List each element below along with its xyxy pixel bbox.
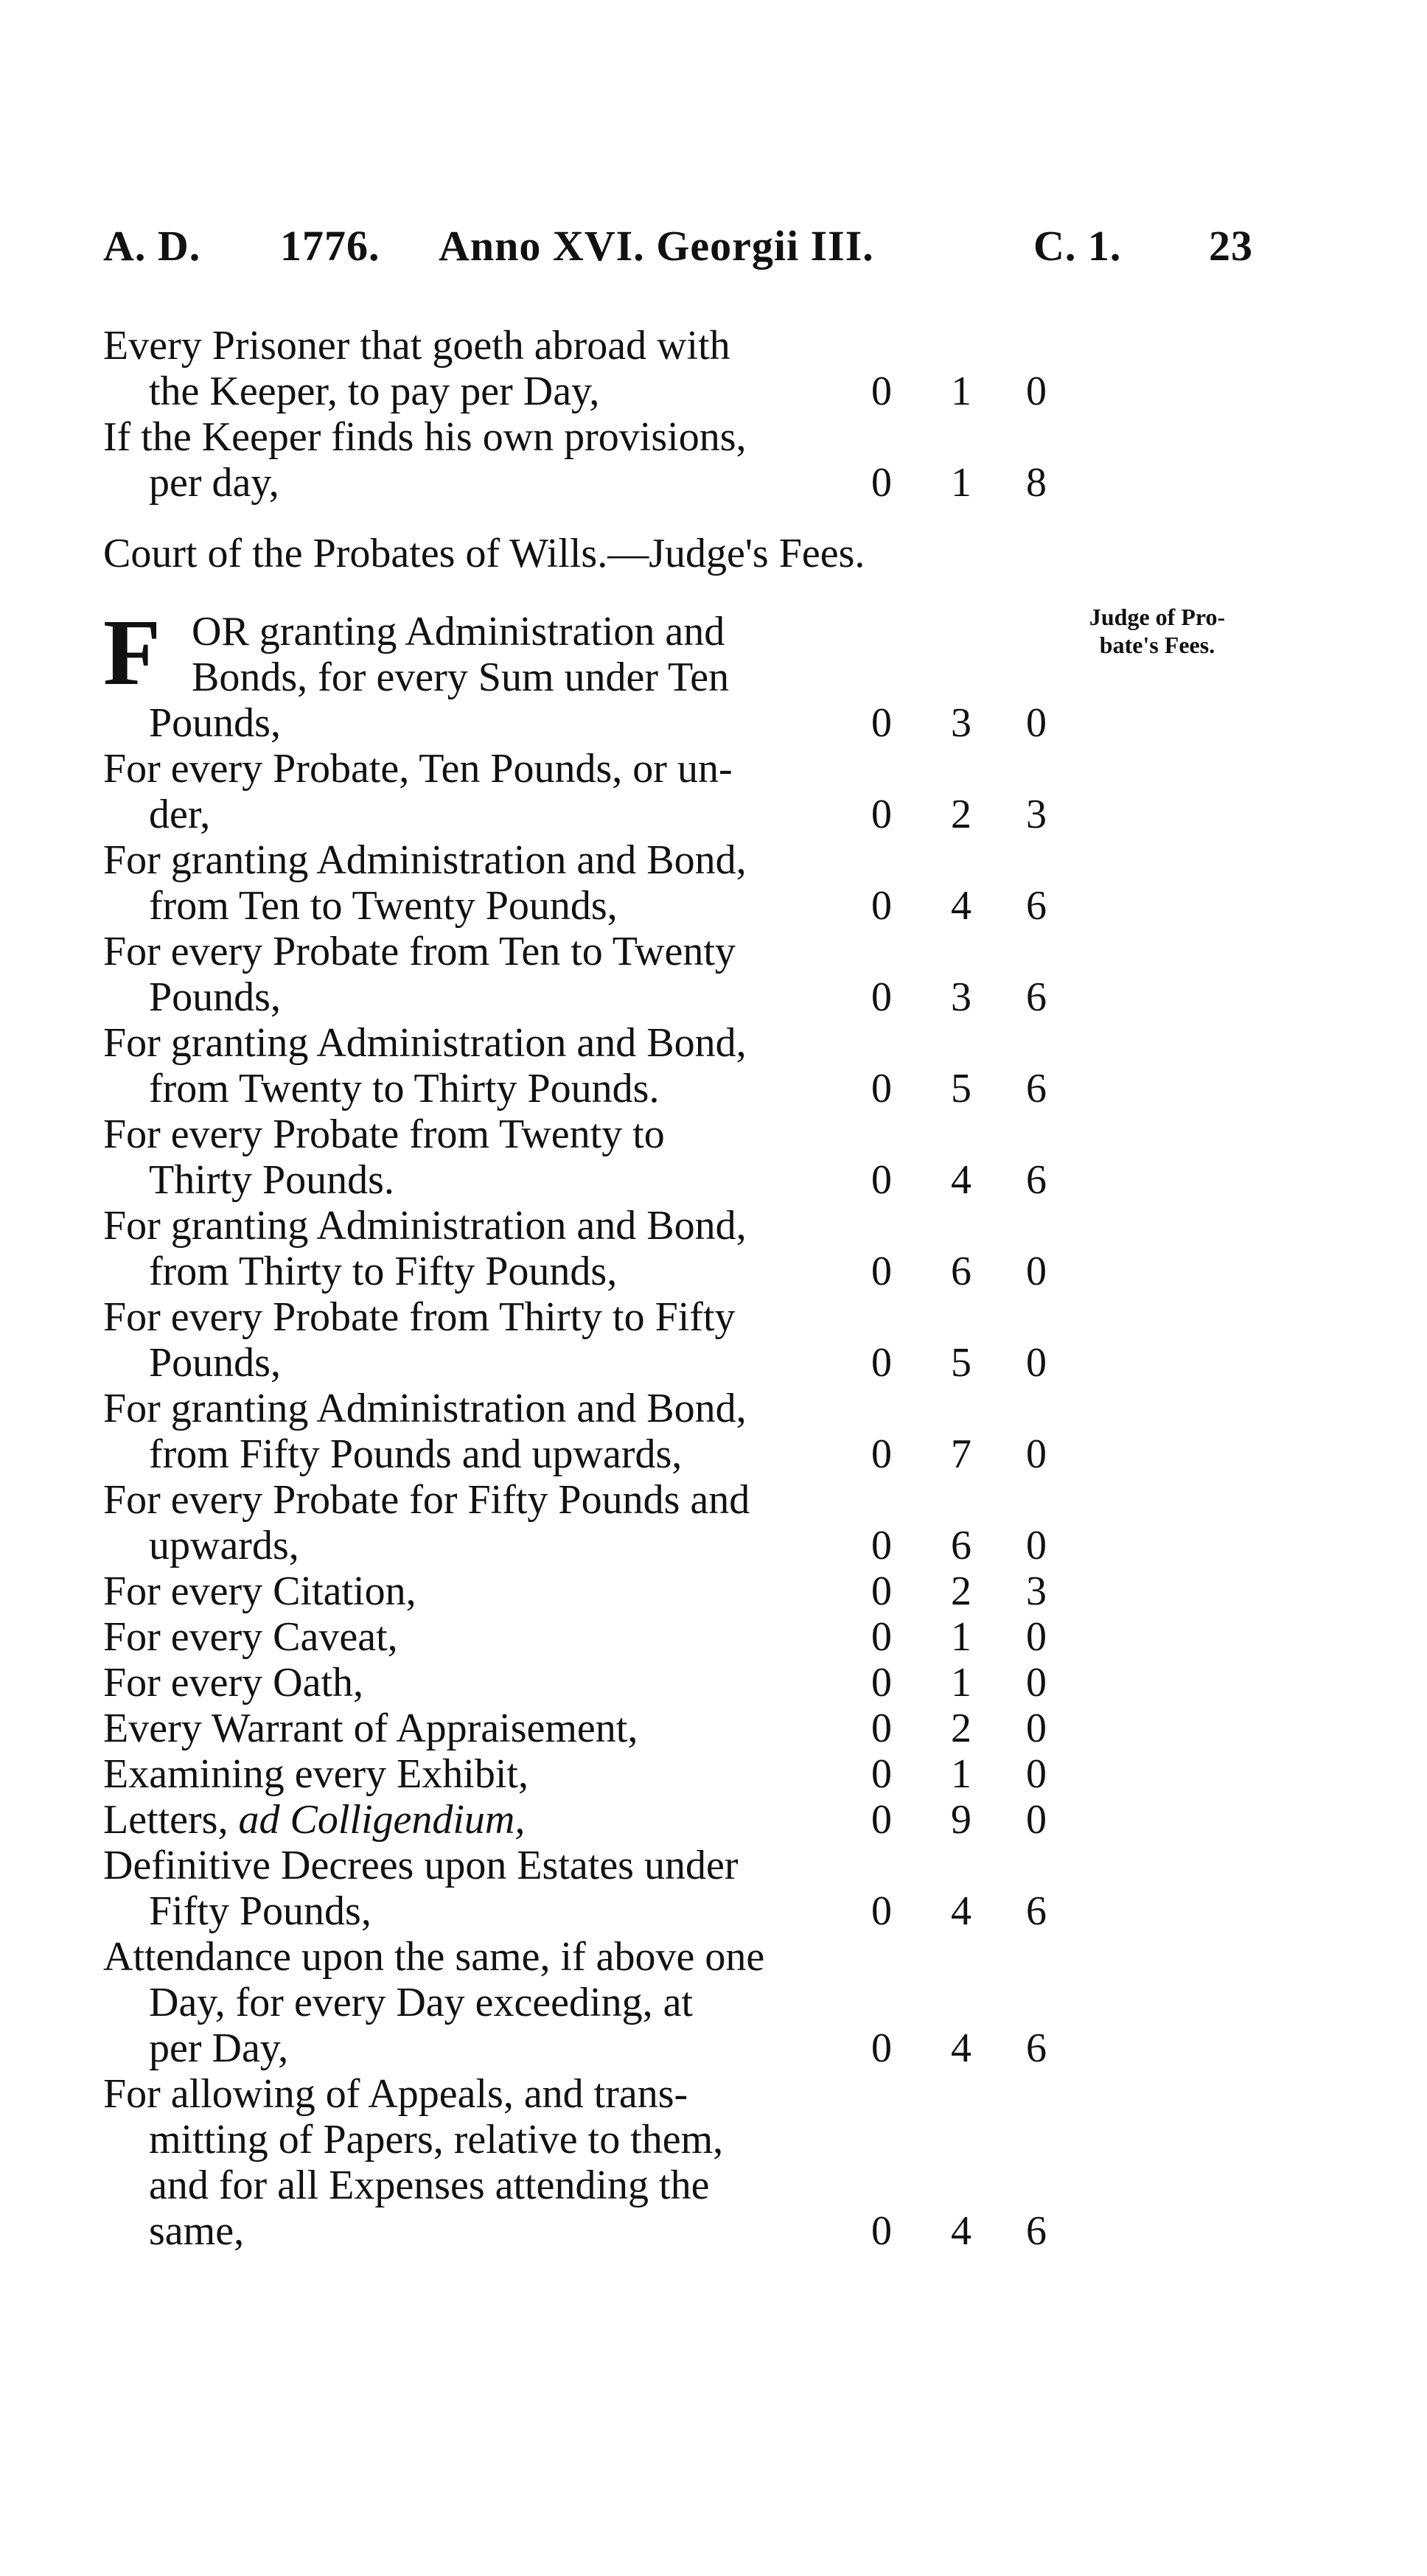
- fee-amount: [859, 1751, 1073, 1797]
- amount-shillings: 5: [951, 1340, 971, 1386]
- amount-shillings: 9: [951, 1797, 971, 1843]
- amount-pence: 0: [1026, 1797, 1047, 1843]
- fee-amount: [859, 2025, 1073, 2071]
- amount-shillings: 3: [951, 974, 971, 1020]
- entry-line: If the Keeper finds his own provisions,: [103, 414, 747, 460]
- amount-pounds: 0: [871, 2025, 892, 2071]
- amount-pence: 0: [1026, 1431, 1047, 1477]
- prison-fee-list: [103, 323, 1061, 506]
- fee-entry: [103, 1111, 1061, 1203]
- entry-line: For every Probate for Fifty Pounds and: [103, 1477, 750, 1523]
- amount-shillings: 2: [951, 1706, 971, 1751]
- amount-pounds: 0: [871, 1340, 892, 1386]
- entry-line: For every Probate from Thirty to Fifty: [103, 1294, 736, 1340]
- entry-line: from Ten to Twenty Pounds,: [149, 883, 618, 929]
- amount-shillings: 1: [951, 1614, 971, 1660]
- fee-entry: [103, 1294, 1061, 1386]
- amount-shillings: 2: [951, 1568, 971, 1614]
- entry-line: upwards,: [149, 1523, 299, 1568]
- fee-amount: [859, 1523, 1073, 1568]
- amount-pence: 8: [1026, 460, 1047, 506]
- entry-line: For granting Administration and Bond,: [103, 1386, 747, 1431]
- amount-pence: 0: [1026, 1614, 1047, 1660]
- entry-line: Pounds,: [149, 700, 281, 746]
- amount-shillings: 4: [951, 1157, 971, 1203]
- entry-line: per Day,: [149, 2025, 289, 2071]
- fee-amount: [859, 2208, 1073, 2254]
- amount-pounds: 0: [871, 792, 892, 837]
- entry-line: the Keeper, to pay per Day,: [149, 369, 600, 414]
- amount-pence: 6: [1026, 2025, 1047, 2071]
- entry-line: For allowing of Appeals, and trans-: [103, 2071, 688, 2117]
- fee-amount: [859, 1614, 1073, 1660]
- fee-entry: [103, 1477, 1061, 1568]
- amount-pence: 0: [1026, 1706, 1047, 1751]
- amount-shillings: 7: [951, 1431, 971, 1477]
- entry-line: For granting Administration and Bond,: [103, 837, 747, 883]
- fee-amount: [859, 883, 1073, 929]
- amount-pence: 3: [1026, 792, 1047, 837]
- entry-line: For every Probate from Ten to Twenty: [103, 929, 736, 974]
- fee-entry: [103, 1203, 1061, 1294]
- fee-entry: [103, 1706, 1061, 1751]
- fee-amount: [859, 700, 1073, 746]
- entry-line: For every Citation,: [103, 1568, 416, 1614]
- amount-pounds: 0: [871, 1660, 892, 1706]
- fee-entry: [103, 1751, 1061, 1797]
- amount-pence: 0: [1026, 700, 1047, 746]
- amount-pounds: 0: [871, 1066, 892, 1111]
- fee-amount: [859, 1066, 1073, 1111]
- amount-shillings: 5: [951, 1066, 971, 1111]
- amount-shillings: 4: [951, 2025, 971, 2071]
- fee-entry: [103, 929, 1061, 1020]
- amount-shillings: 1: [951, 369, 971, 414]
- amount-pounds: 0: [871, 1706, 892, 1751]
- amount-pounds: 0: [871, 1431, 892, 1477]
- amount-pence: 0: [1026, 369, 1047, 414]
- court-heading: Court of the Probates of Wills.—Judge's Fees.: [103, 531, 865, 576]
- amount-pounds: 0: [871, 1568, 892, 1614]
- fee-entry: [103, 1934, 1061, 2071]
- amount-pence: 3: [1026, 1568, 1047, 1614]
- entry-line: der,: [149, 792, 211, 837]
- amount-pence: 6: [1026, 1066, 1047, 1111]
- amount-pounds: 0: [871, 1751, 892, 1797]
- fee-amount: [859, 1568, 1073, 1614]
- fee-entry: [103, 837, 1061, 929]
- entry-line-italic: ad Colligendium,: [238, 1797, 526, 1843]
- entry-line: same,: [149, 2208, 245, 2254]
- amount-pence: 6: [1026, 883, 1047, 929]
- header-ad: A. D.: [103, 222, 201, 270]
- fee-entry: [103, 2071, 1061, 2254]
- amount-pounds: 0: [871, 1249, 892, 1294]
- amount-pence: 0: [1026, 1660, 1047, 1706]
- entry-line: Every Warrant of Appraisement,: [103, 1706, 638, 1751]
- fee-entry: [103, 1843, 1061, 1934]
- entry-line: Every Prisoner that goeth abroad with: [103, 323, 730, 369]
- entry-line: from Thirty to Fifty Pounds,: [149, 1249, 618, 1294]
- marginal-note: [1054, 603, 1260, 659]
- entry-line: Pounds,: [149, 1340, 281, 1386]
- fee-amount: [859, 1431, 1073, 1477]
- amount-pounds: 0: [871, 1157, 892, 1203]
- amount-pounds: 0: [871, 974, 892, 1020]
- amount-pence: 6: [1026, 1888, 1047, 1934]
- entry-line: For granting Administration and Bond,: [103, 1203, 747, 1249]
- amount-shillings: 6: [951, 1249, 971, 1294]
- fee-entry: [103, 1614, 1061, 1660]
- entry-line: For every Probate, Ten Pounds, or un-: [103, 746, 733, 792]
- entry-line: per day,: [149, 460, 279, 506]
- marginal-note-line: bate's Fees.: [1099, 632, 1215, 658]
- amount-pence: 6: [1026, 1157, 1047, 1203]
- fee-amount: [859, 1706, 1073, 1751]
- amount-pounds: 0: [871, 883, 892, 929]
- fee-entry: [103, 1568, 1061, 1614]
- fee-entry: [103, 1660, 1061, 1706]
- fee-entry: [103, 1020, 1061, 1111]
- amount-pence: 0: [1026, 1340, 1047, 1386]
- amount-pence: 0: [1026, 1751, 1047, 1797]
- amount-pounds: 0: [871, 700, 892, 746]
- entry-line: Bonds, for every Sum under Ten: [192, 655, 730, 700]
- amount-pence: 6: [1026, 974, 1047, 1020]
- fee-amount: [859, 460, 1073, 506]
- entry-line: OR granting Administration and: [192, 609, 725, 655]
- drop-cap: F: [103, 600, 161, 705]
- fee-amount: [859, 792, 1073, 837]
- amount-pounds: 0: [871, 369, 892, 414]
- entry-line: Attendance upon the same, if above one: [103, 1934, 765, 1980]
- amount-pounds: 0: [871, 1797, 892, 1843]
- fee-amount: [859, 1797, 1073, 1843]
- fee-amount: [859, 1660, 1073, 1706]
- amount-pence: 6: [1026, 2208, 1047, 2254]
- running-header: [103, 221, 1268, 287]
- amount-pence: 0: [1026, 1523, 1047, 1568]
- fee-amount: [859, 1157, 1073, 1203]
- fee-entry: [103, 1797, 1061, 1843]
- amount-shillings: 1: [951, 460, 971, 506]
- amount-shillings: 4: [951, 883, 971, 929]
- header-title: Anno XVI. Georgii III.: [439, 222, 874, 270]
- entry-line: [103, 1797, 840, 1843]
- fee-amount: [859, 1340, 1073, 1386]
- entry-line: For every Caveat,: [103, 1614, 398, 1660]
- amount-shillings: 1: [951, 1660, 971, 1706]
- fee-entry: [103, 746, 1061, 837]
- marginal-note-line: Judge of Pro-: [1089, 604, 1226, 630]
- fee-amount: [859, 369, 1073, 414]
- entry-line: Examining every Exhibit,: [103, 1751, 528, 1797]
- amount-shillings: 2: [951, 792, 971, 837]
- amount-pounds: 0: [871, 1888, 892, 1934]
- fee-schedule: [103, 323, 1061, 2254]
- fee-amount: [859, 1888, 1073, 1934]
- fee-entry: [103, 1386, 1061, 1477]
- first-fee-entry: [103, 600, 1061, 746]
- entry-line: Thirty Pounds.: [149, 1157, 394, 1203]
- entry-line-lead: Letters,: [103, 1797, 239, 1843]
- entry-line: from Fifty Pounds and upwards,: [149, 1431, 683, 1477]
- entry-line: Pounds,: [149, 974, 281, 1020]
- entry-line: For every Probate from Twenty to: [103, 1111, 665, 1157]
- entry-line: Day, for every Day exceeding, at: [149, 1980, 694, 2025]
- entry-line: For granting Administration and Bond,: [103, 1020, 747, 1066]
- amount-pounds: 0: [871, 1614, 892, 1660]
- fee-amount: [859, 1249, 1073, 1294]
- page-number: 23: [1209, 222, 1253, 270]
- amount-shillings: 4: [951, 2208, 971, 2254]
- amount-shillings: 1: [951, 1751, 971, 1797]
- entry-line: For every Oath,: [103, 1660, 364, 1706]
- amount-pounds: 0: [871, 460, 892, 506]
- fee-list: [103, 746, 1061, 2254]
- fee-entry: [103, 414, 1061, 506]
- amount-shillings: 6: [951, 1523, 971, 1568]
- amount-shillings: 4: [951, 1888, 971, 1934]
- amount-pounds: 0: [871, 1523, 892, 1568]
- entry-line: Definitive Decrees upon Estates under: [103, 1843, 739, 1888]
- fee-amount: [859, 974, 1073, 1020]
- amount-shillings: 3: [951, 700, 971, 746]
- entry-line: mitting of Papers, relative to them,: [149, 2117, 724, 2163]
- entry-line: from Twenty to Thirty Pounds.: [149, 1066, 660, 1111]
- amount-pence: 0: [1026, 1249, 1047, 1294]
- amount-pounds: 0: [871, 2208, 892, 2254]
- entry-line: and for all Expenses attending the: [149, 2163, 710, 2208]
- header-chapter: C. 1.: [1033, 222, 1122, 270]
- fee-entry: [103, 323, 1061, 414]
- entry-line: Fifty Pounds,: [149, 1888, 371, 1934]
- header-year: 1776.: [280, 222, 380, 270]
